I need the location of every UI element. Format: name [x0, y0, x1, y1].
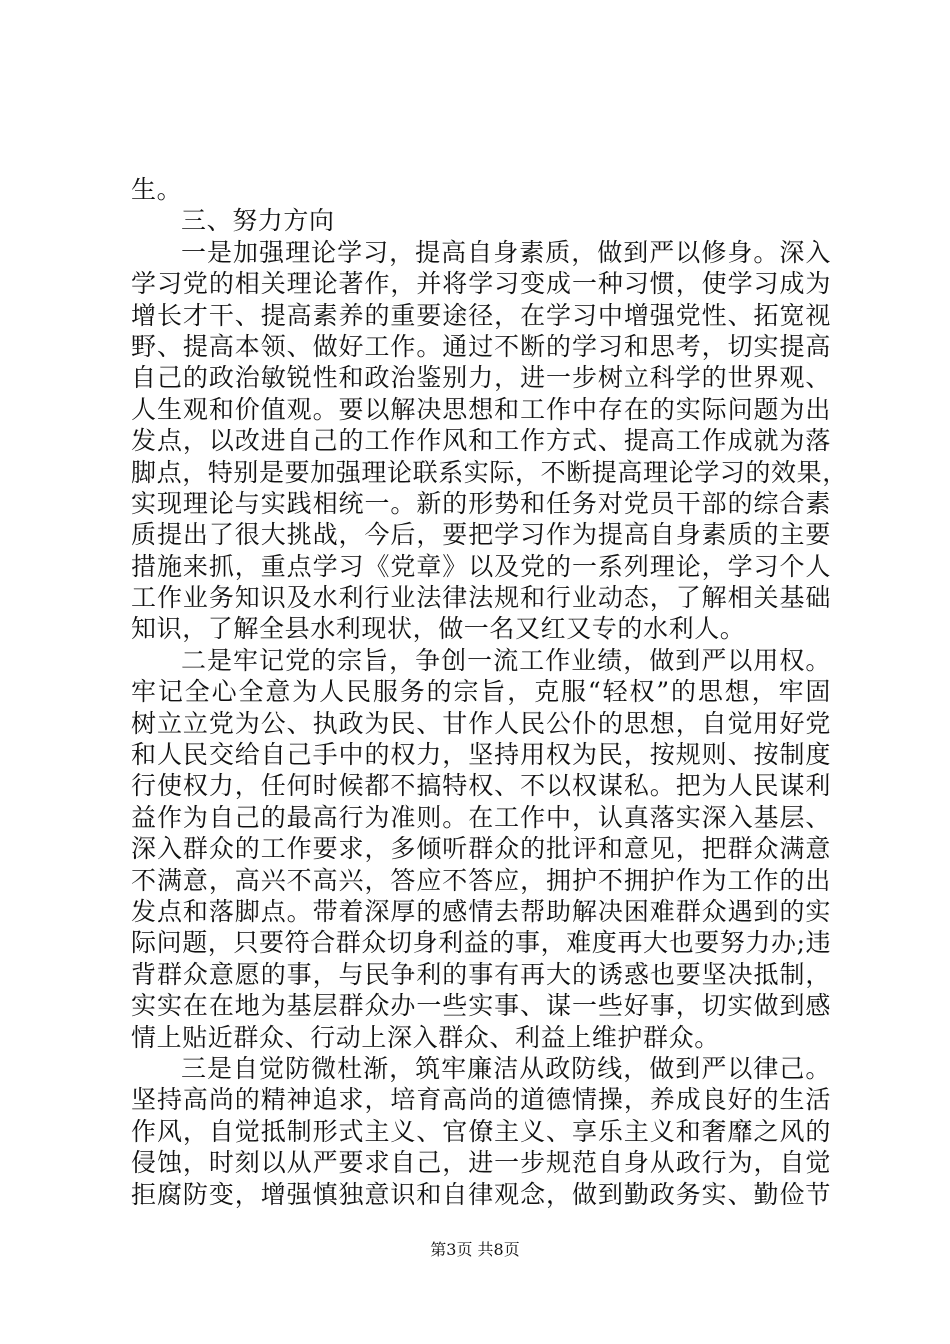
- paragraph-3-line-4: 侵蚀，时刻以从严要求自己，进一步规范自身从政行为，自觉: [131, 1148, 831, 1178]
- paragraph-3-line-1: 三是自觉防微杜渐，筑牢廉洁从政防线，做到严以律己。: [181, 1053, 831, 1083]
- paragraph-1-line-2: 学习党的相关理论著作，并将学习变成一种习惯，使学习成为: [131, 269, 831, 299]
- paragraph-1-line-10: 质提出了很大挑战，今后，要把学习作为提高自身素质的主要: [131, 520, 831, 550]
- text-line-1: 生。: [131, 175, 183, 204]
- paragraph-1-line-8: 脚点，特别是要加强理论联系实际，不断提高理论学习的效果，: [131, 457, 848, 487]
- paragraph-3-line-2: 坚持高尚的精神追求，培育高尚的道德情操，养成良好的生活: [131, 1085, 831, 1115]
- paragraph-1-line-5: 自己的政治敏锐性和政治鉴别力，进一步树立科学的世界观、: [131, 363, 831, 393]
- paragraph-2-line-6: 益作为自己的最高行为准则。在工作中，认真落实深入基层、: [131, 802, 831, 832]
- paragraph-2-line-5: 行使权力，任何时候都不搞特权、不以权谋私。把为人民谋利: [131, 771, 831, 801]
- paragraph-2-line-4: 和人民交给自己手中的权力，坚持用权为民，按规则、按制度: [131, 740, 831, 770]
- paragraph-3-line-5: 拒腐防变，增强慎独意识和自律观念，做到勤政务实、勤俭节: [131, 1179, 831, 1209]
- paragraph-1-line-11: 措施来抓，重点学习《党章》以及党的一系列理论，学习个人: [131, 551, 831, 581]
- paragraph-1-line-7: 发点，以改进自己的工作作风和工作方式、提高工作成就为落: [131, 426, 831, 456]
- paragraph-1-line-13: 知识，了解全县水利现状，做一名又红又专的水利人。: [131, 614, 746, 644]
- page-number-footer: 第3页 共8页: [430, 1240, 520, 1259]
- paragraph-2-line-13: 情上贴近群众、行动上深入群众、利益上维护群众。: [131, 1022, 720, 1052]
- paragraph-2-line-10: 际问题，只要符合群众切身利益的事，难度再大也要努力办;违: [131, 928, 832, 958]
- paragraph-3-line-3: 作风，自觉抵制形式主义、官僚主义、享乐主义和奢靡之风的: [131, 1116, 831, 1146]
- paragraph-1-line-6: 人生观和价值观。要以解决思想和工作中存在的实际问题为出: [131, 394, 831, 424]
- paragraph-1-line-9: 实现理论与实践相统一。新的形势和任务对党员干部的综合素: [131, 488, 831, 518]
- paragraph-2-line-2: 牢记全心全意为人民服务的宗旨，克服“轻权”的思想，牢固: [131, 677, 831, 707]
- paragraph-1-line-4: 野、提高本领、做好工作。通过不断的学习和思考，切实提高: [131, 331, 831, 361]
- section-heading: 三、努力方向: [181, 206, 335, 236]
- paragraph-2-line-9: 发点和落脚点。带着深厚的感情去帮助解决困难群众遇到的实: [131, 896, 831, 926]
- paragraph-2-line-8: 不满意，高兴不高兴，答应不答应，拥护不拥护作为工作的出: [131, 865, 831, 895]
- paragraph-1-line-12: 工作业务知识及水利行业法律法规和行业动态，了解相关基础: [131, 583, 831, 613]
- paragraph-2-line-7: 深入群众的工作要求，多倾听群众的批评和意见，把群众满意: [131, 834, 831, 864]
- paragraph-2-line-1: 二是牢记党的宗旨，争创一流工作业绩，做到严以用权。: [181, 645, 831, 675]
- paragraph-2-line-3: 树立立党为公、执政为民、甘作人民公仆的思想，自觉用好党: [131, 708, 831, 738]
- paragraph-2-line-11: 背群众意愿的事，与民争利的事有再大的诱惑也要坚决抵制，: [131, 959, 831, 989]
- document-body: [131, 174, 848, 1210]
- paragraph-2-line-12: 实实在在地为基层群众办一些实事、谋一些好事，切实做到感: [131, 991, 831, 1021]
- paragraph-1-line-3: 增长才干、提高素养的重要途径，在学习中增强党性、拓宽视: [131, 300, 831, 330]
- paragraph-1-line-1: 一是加强理论学习，提高自身素质，做到严以修身。深入: [181, 237, 831, 267]
